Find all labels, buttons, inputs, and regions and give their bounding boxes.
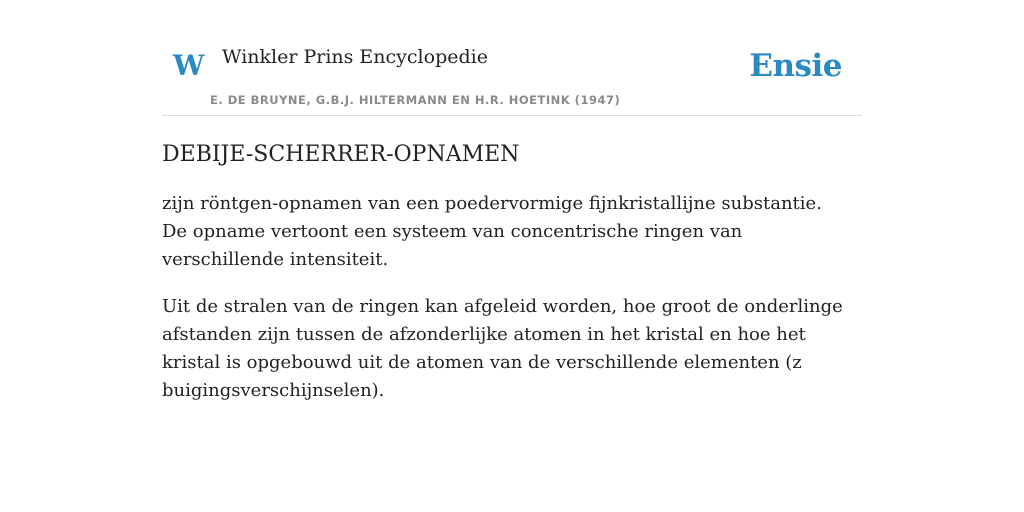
article-headword: DEBIJE-SCHERRER-OPNAMEN [162,142,520,167]
source-title[interactable]: Winkler Prins Encyclopedie [222,46,488,68]
source-authors: E. DE BRUYNE, G.B.J. HILTERMANN EN H.R. HOETINK (1947) [210,93,621,107]
article-paragraph: Uit de stralen van de ringen kan afgeleid worden, hoe groot de onderlinge afstanden zijn tussen de afzonderlijke atomen in het kristal en hoe het kristal is opgebouwd uit de atomen van de verschillende elementen (z buigingsverschijnselen). [162,296,843,402]
winkler-prins-logo[interactable]: W [173,49,205,82]
article-header [162,0,862,116]
article-page [162,0,862,512]
ensie-logo[interactable]: Ensie [749,48,842,84]
article-paragraph: zijn röntgen-opnamen van een poedervormige fijnkristallijne substantie. De opname vertoont een systeem van concentrische ringen van verschillende intensiteit. [162,193,822,271]
